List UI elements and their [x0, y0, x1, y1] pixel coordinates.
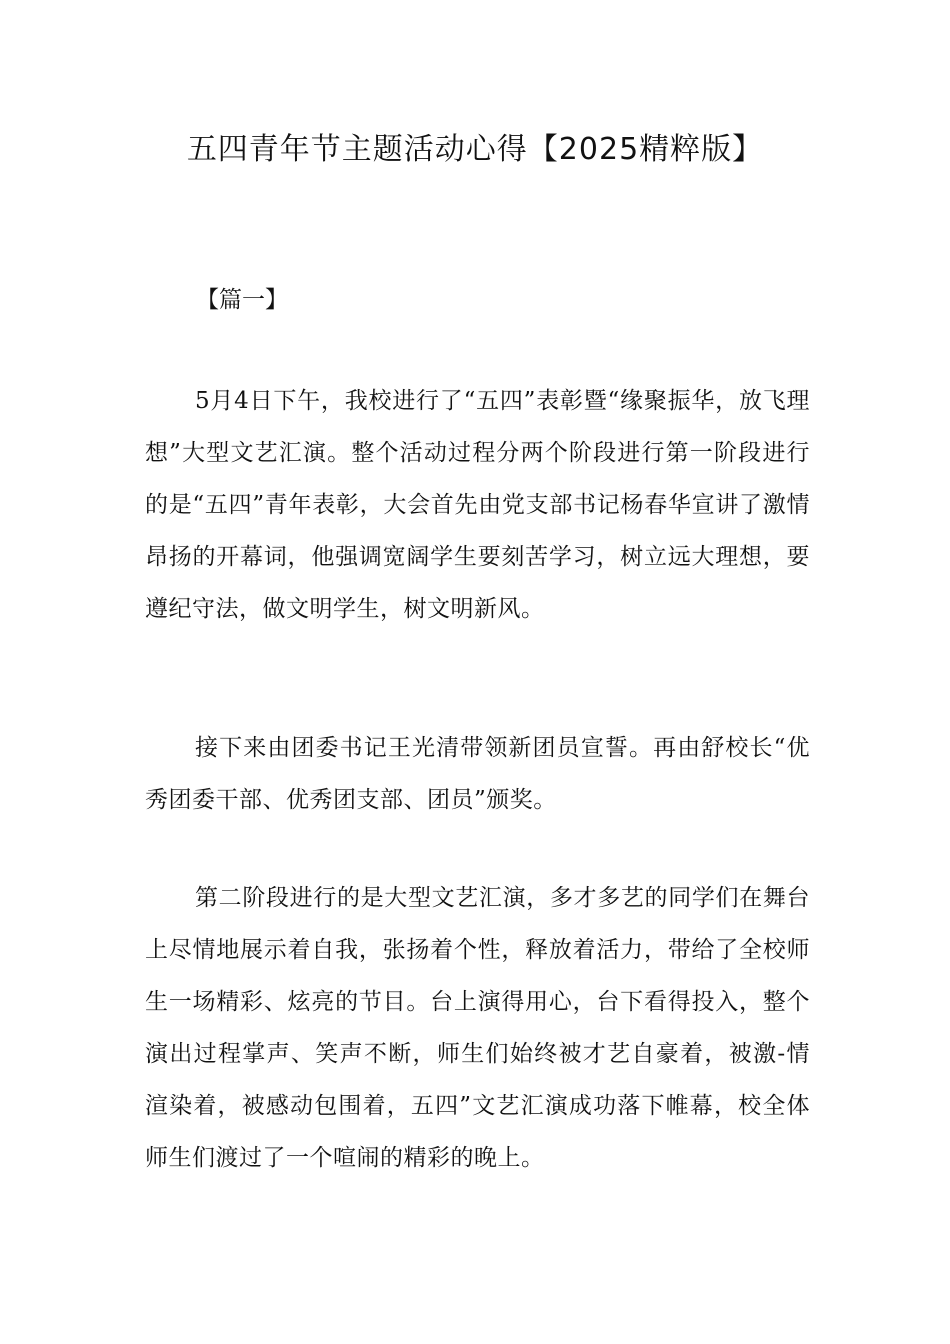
paragraph: 5月4日下午，我校进行了“五四”表彰暨“缘聚振华，放飞理想”大型文艺汇演。整个活动过程分两个阶段进行第一阶段进行的是“五四”青年表彰，大会首先由党支部书记杨春华宣讲了激情昂扬的开幕词，他强调宽阔学生要刻苦学习，树立远大理想，要遵纪守法，做文明学生，树文明新风。 [145, 388, 810, 622]
paragraph: 第二阶段进行的是大型文艺汇演，多才多艺的同学们在舞台上尽情地展示着自我，张扬着个性，释放着活力，带给了全校师生一场精彩、炫亮的节目。台上演得用心，台下看得投入，整个演出过程掌声、笑声不断，师生们始终被才艺自豪着，被激-情渲染着，被感动包围着，五四”文艺汇演成功落下帷幕，校全体师生们渡过了一个喧闹的精彩的晚上。 [145, 885, 810, 1171]
document-title: 五四青年节主题活动心得【2025精粹版】 [186, 132, 764, 167]
paragraph: 接下来由团委书记王光清带领新团员宣誓。再由舒校长“优秀团委干部、优秀团支部、团员”颁奖。 [145, 735, 810, 813]
section-label: 【篇一】 [196, 287, 288, 313]
